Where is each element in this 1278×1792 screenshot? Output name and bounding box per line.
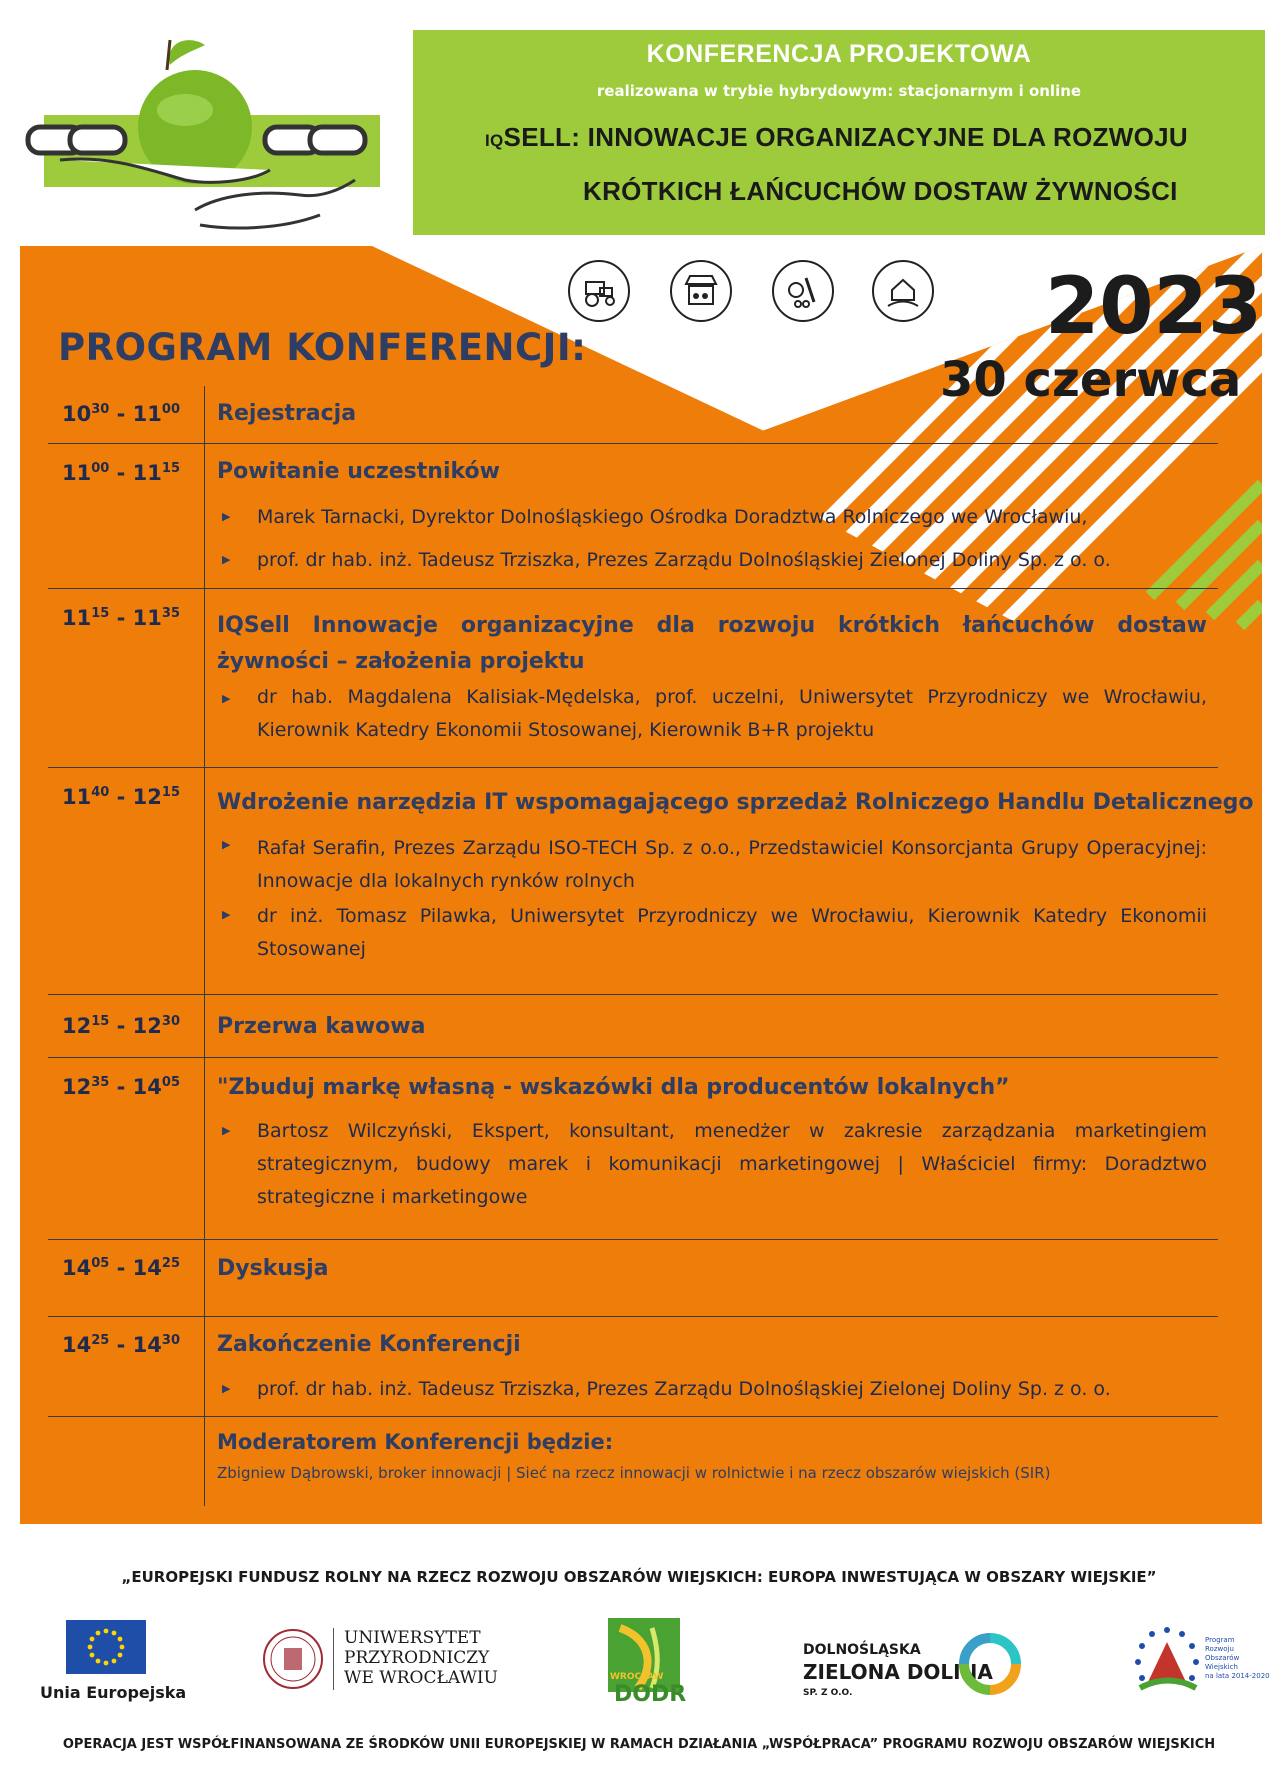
upwr-seal-icon	[262, 1628, 324, 1690]
session-title: Wdrożenie narzędzia IT wspomagającego sprzedaż Rolniczego Handlu Detalicznego	[217, 790, 1254, 815]
speaker: Marek Tarnacki, Dyrektor Dolnośląskiego Ośrodka Doradztwa Rolniczego we Wrocławiu,	[257, 506, 1088, 528]
time-slot: $10^{30} - 11^{00}$	[62, 402, 180, 426]
header-line-1-prefix: IQ	[485, 131, 504, 150]
apple-hands-icon	[20, 30, 380, 240]
program-title: PROGRAM KONFERENCJI:	[58, 326, 587, 369]
eu-label: Unia Europejska	[40, 1683, 187, 1702]
header-banner	[413, 30, 1265, 235]
speaker: prof. dr hab. inż. Tadeusz Trziszka, Prezes Zarządu Dolnośląskiej Zielonej Doliny Sp. z o. o.	[257, 549, 1111, 571]
zd-line3: SP. Z O.O.	[803, 1688, 853, 1698]
time-slot: $11^{15} - 11^{35}$	[62, 606, 180, 630]
header-line-2: KRÓTKICH ŁAŃCUCHÓW DOSTAW ŻYWNOŚCI	[583, 176, 1178, 206]
session-title: Przerwa kawowa	[217, 1014, 426, 1039]
session-title: Dyskusja	[217, 1256, 329, 1281]
row-divider	[48, 1057, 1218, 1058]
bullet-icon: ▶	[222, 1124, 231, 1137]
speaker: dr inż. Tomasz Pilawka, Uniwersytet Przyrodniczy we Wrocławiu, Kierownik Katedry Ekonomii Stosowanej	[257, 905, 1207, 960]
zd-line2: ZIELONA DOLINA	[803, 1660, 993, 1684]
header-line-1	[485, 122, 1188, 153]
speaker: Rafał Serafin, Prezes Zarządu ISO-TECH Sp. z o.o., Przedstawiciel Konsorcjanta Grupy Operacyjnej: Innowacje dla lokalnych rynków rolnych	[257, 837, 1207, 892]
row-divider	[48, 994, 1218, 995]
bullet-icon: ▶	[222, 908, 231, 921]
session-title: Powitanie uczestników	[217, 459, 500, 484]
eu-flag-icon	[66, 1620, 146, 1674]
time-slot: $12^{15} - 12^{30}$	[62, 1014, 180, 1038]
bullet-icon: ▶	[222, 1382, 231, 1395]
dodr-label: DODR	[614, 1682, 687, 1707]
bullet-icon: ▶	[222, 553, 231, 566]
row-divider	[48, 1316, 1218, 1317]
header-line-1-text: SELL: INNOWACJE ORGANIZACYJNE DLA ROZWOJU	[503, 122, 1189, 152]
session-title: Zakończenie Konferencji	[217, 1332, 521, 1357]
prow-label: Program Rozwoju Obszarów Wiejskich na lata 2014-2020	[1205, 1636, 1270, 1680]
time-slot: $11^{40} - 12^{15}$	[62, 785, 180, 809]
bullet-icon: ▶	[222, 838, 231, 851]
cofinancing-note: OPERACJA JEST WSPÓŁFINANSOWANA ZE ŚRODKÓW UNII EUROPEJSKIEJ W RAMACH DZIAŁANIA „WSPÓŁPRACA” PROGRAMU ROZWOJU OBSZARÓW WIEJSKICH	[62, 1737, 1216, 1752]
row-divider	[48, 1416, 1218, 1417]
time-slot: $12^{35} - 14^{05}$	[62, 1075, 180, 1099]
prow-logo-icon	[1128, 1622, 1206, 1702]
speaker: prof. dr hab. inż. Tadeusz Trziszka, Prezes Zarządu Dolnośląskiej Zielonej Doliny Sp. z o. o.	[257, 1378, 1111, 1400]
time-slot: $14^{25} - 14^{30}$	[62, 1333, 180, 1357]
time-slot: $14^{05} - 14^{25}$	[62, 1256, 180, 1280]
session-title: IQSell Innowacje organizacyjne dla rozwoju krótkich łańcuchów dostaw żywności – założenia projektu	[217, 613, 1207, 674]
zd-line1: DOLNOŚLĄSKA	[803, 1642, 921, 1658]
zd-ring-icon	[954, 1628, 1026, 1700]
vegetables-icon	[772, 260, 834, 322]
row-divider	[48, 767, 1218, 768]
farm-house-icon	[872, 260, 934, 322]
header-subtitle: realizowana w trybie hybrydowym: stacjonarnym i online	[596, 82, 1082, 100]
speaker: dr hab. Magdalena Kalisiak-Mędelska, prof. uczelni, Uniwersytet Przyrodniczy we Wrocławiu, Kierownik Katedry Ekonomii Stosowanej, Kierownik B+R projektu	[257, 686, 1207, 741]
bullet-icon: ▶	[222, 510, 231, 523]
session-title: "Zbuduj markę własną - wskazówki dla producentów lokalnych”	[217, 1075, 1010, 1100]
market-stall-icon	[670, 260, 732, 322]
upwr-logo-text: UNIWERSYTET PRZYRODNICZY WE WROCŁAWIU	[344, 1628, 498, 1688]
session-title: Rejestracja	[217, 401, 357, 426]
tractor-icon	[568, 260, 630, 322]
event-date: 30 czerwca	[940, 352, 1242, 408]
row-divider	[48, 443, 1218, 444]
bullet-icon: ▶	[222, 692, 231, 705]
logo-divider	[333, 1628, 334, 1690]
event-year: 2023	[1045, 262, 1263, 352]
time-slot: $11^{00} - 11^{15}$	[62, 461, 180, 485]
header-title: KONFERENCJA PROJEKTOWA	[646, 40, 1032, 68]
speaker: Bartosz Wilczyński, Ekspert, konsultant, menedżer w zakresie zarządzania marketingiem strategicznym, budowy marek i komunikacji marketingowej | Właściciel firmy: Doradztwo strategiczne i marketingowe	[257, 1120, 1207, 1208]
eu-fund-statement: „EUROPEJSKI FUNDUSZ ROLNY NA RZECZ ROZWOJU OBSZARÓW WIEJSKICH: EUROPA INWESTUJĄCA W OBSZARY WIEJSKIE”	[121, 1568, 1157, 1586]
row-divider	[48, 1239, 1218, 1240]
row-divider	[48, 588, 1218, 589]
moderator-heading: Moderatorem Konferencji będzie:	[217, 1430, 614, 1454]
table-divider	[204, 386, 205, 1506]
moderator-text: Zbigniew Dąbrowski, broker innowacji | Sieć na rzecz innowacji w rolnictwie i na rzecz obszarów wiejskich (SIR)	[217, 1464, 1051, 1482]
dodr-city: WROCŁAW	[610, 1672, 664, 1682]
